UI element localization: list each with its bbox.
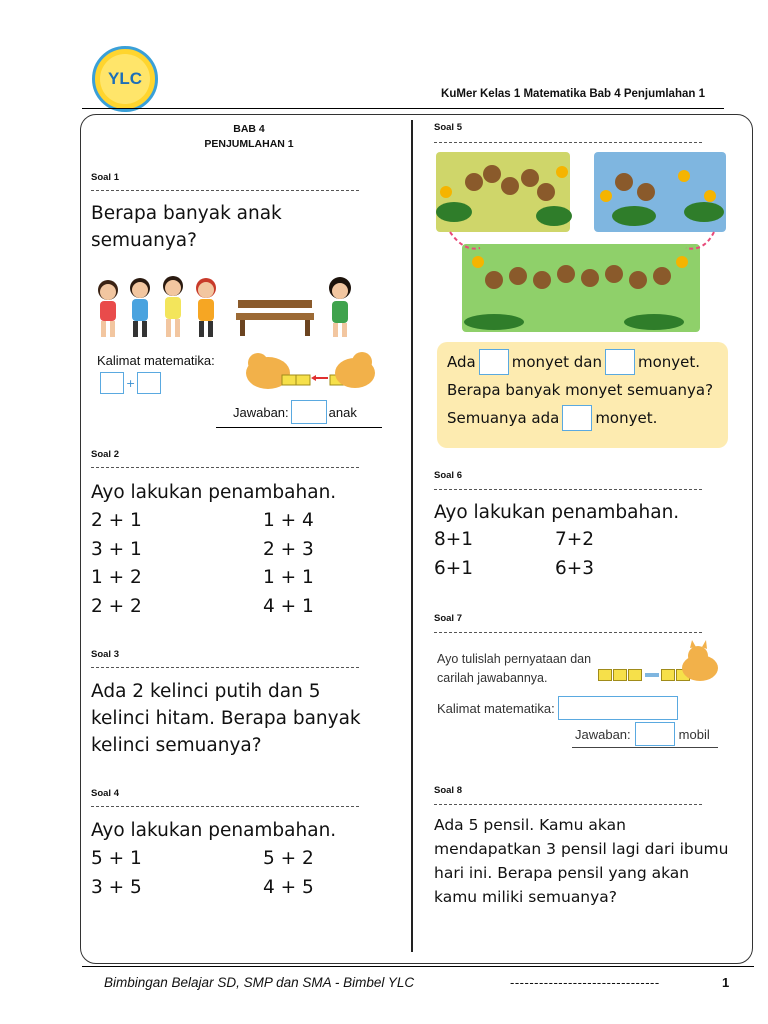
sum-item: 4 + 5 — [263, 876, 314, 898]
soal2-items — [91, 507, 403, 621]
soal2-label: Soal 2 — [91, 449, 119, 460]
soal1-math-label: Kalimat matematika: — [97, 353, 215, 368]
soal7-dash — [434, 632, 702, 633]
answer-box[interactable] — [635, 722, 675, 746]
chapter-heading — [90, 122, 408, 152]
answer-rule — [216, 427, 382, 428]
soal6-dash — [434, 489, 702, 490]
soal5-text: monyet. — [638, 353, 701, 371]
cat-icon — [676, 640, 724, 684]
soal5-question-box — [437, 342, 728, 448]
monkey-count-box-2[interactable] — [605, 349, 635, 375]
block — [661, 669, 675, 681]
column-divider — [411, 120, 413, 952]
soal5-text: Semuanya ada — [447, 409, 560, 427]
soal1-answer — [233, 400, 357, 424]
chapter-number: BAB 4 — [233, 123, 265, 135]
soal8-dash — [434, 804, 702, 805]
monkeys-illustration — [434, 152, 730, 334]
soal5-label: Soal 5 — [434, 122, 462, 133]
answer-box[interactable] — [291, 400, 327, 424]
sum-item: 1 + 2 — [91, 567, 142, 588]
sum-item: 3 + 5 — [91, 876, 142, 898]
soal1-math-input — [100, 372, 161, 394]
soal3-dash — [91, 667, 359, 668]
soal2-dash — [91, 467, 359, 468]
soal5-dash — [434, 142, 702, 143]
soal6-items — [434, 526, 655, 583]
monkey-total-box[interactable] — [562, 405, 592, 431]
math-sentence-input[interactable] — [558, 696, 678, 720]
soal1-label: Soal 1 — [91, 172, 119, 183]
logo-text: YLC — [100, 54, 150, 104]
sum-item: 2 + 3 — [263, 538, 314, 560]
answer-label: Jawaban: — [233, 404, 289, 420]
footer-dashes: ------------------------------- — [510, 975, 660, 990]
soal5-text: monyet. — [595, 409, 658, 427]
soal4-dash — [91, 806, 359, 807]
page-title: KuMer Kelas 1 Matematika Bab 4 Penjumlahan 1 — [441, 88, 705, 100]
page-number: 1 — [722, 975, 730, 990]
header-rule — [82, 108, 724, 109]
soal5-text: monyet dan — [511, 353, 602, 371]
cats-blocks-illustration — [240, 345, 380, 395]
sum-item: 6+3 — [555, 557, 595, 579]
sum-item: 3 + 1 — [91, 538, 142, 560]
sum-item: 4 + 1 — [263, 595, 314, 617]
monkey-count-box-1[interactable] — [479, 349, 509, 375]
soal8-label: Soal 8 — [434, 785, 462, 796]
soal4-items — [91, 845, 403, 902]
math-label: Kalimat matematika: — [437, 700, 555, 716]
soal1-dash — [91, 190, 359, 191]
soal4-intro: Ayo lakukan penambahan. — [91, 820, 337, 841]
answer-unit: anak — [328, 404, 357, 420]
answer-rule — [572, 747, 718, 748]
footer-rule — [82, 966, 754, 967]
soal6-intro: Ayo lakukan penambahan. — [434, 502, 680, 523]
sum-item: 2 + 1 — [91, 510, 142, 531]
sum-item: 7+2 — [555, 529, 595, 550]
answer-label: Jawaban: — [575, 726, 631, 742]
soal7-label: Soal 7 — [434, 613, 462, 624]
sum-item: 6+1 — [434, 557, 474, 579]
plus-sign: + — [126, 376, 136, 390]
addend-box-1[interactable] — [100, 372, 124, 394]
sum-item: 1 + 4 — [263, 510, 314, 531]
soal7-instruction — [437, 650, 591, 688]
sum-item: 8+1 — [434, 529, 474, 550]
sum-item: 5 + 1 — [91, 848, 142, 869]
instruction-line: carilah jawabannya. — [437, 671, 548, 685]
sum-item: 1 + 1 — [263, 567, 314, 588]
block — [628, 669, 642, 681]
soal3-question: Ada 2 kelinci putih dan 5 kelinci hitam. Berapa banyak kelinci semuanya? — [91, 681, 361, 756]
bench — [236, 300, 314, 336]
child-figure — [98, 280, 118, 337]
block — [598, 669, 612, 681]
soal6-label: Soal 6 — [434, 470, 462, 481]
soal3-label: Soal 3 — [91, 649, 119, 660]
sum-item: 2 + 2 — [91, 595, 142, 617]
children-illustration — [90, 268, 370, 348]
ylc-logo — [92, 46, 158, 112]
answer-unit: mobil — [678, 726, 710, 742]
soal4-label: Soal 4 — [91, 788, 119, 799]
chapter-title: PENJUMLAHAN 1 — [204, 138, 294, 150]
soal5-text: Ada — [447, 353, 476, 371]
soal8-question: Ada 5 pensil. Kamu akan mendapatkan 3 pensil lagi dari ibumu hari ini. Berapa pensil yang akan kamu miliki semuanya? — [434, 816, 729, 906]
soal7-answer — [575, 722, 710, 746]
sum-item: 5 + 2 — [263, 848, 314, 869]
instruction-line: Ayo tulislah pernyataan dan — [437, 652, 592, 666]
soal1-question: Berapa banyak anak semuanya? — [91, 203, 282, 251]
soal5-question-line: Berapa banyak monyet semuanya? — [447, 381, 714, 399]
soal2-intro: Ayo lakukan penambahan. — [91, 482, 337, 503]
soal7-math-row — [437, 696, 678, 720]
addend-box-2[interactable] — [137, 372, 161, 394]
block — [613, 669, 627, 681]
footer-text: Bimbingan Belajar SD, SMP dan SMA - Bimbel YLC — [104, 975, 415, 990]
gap-marker — [645, 673, 659, 677]
